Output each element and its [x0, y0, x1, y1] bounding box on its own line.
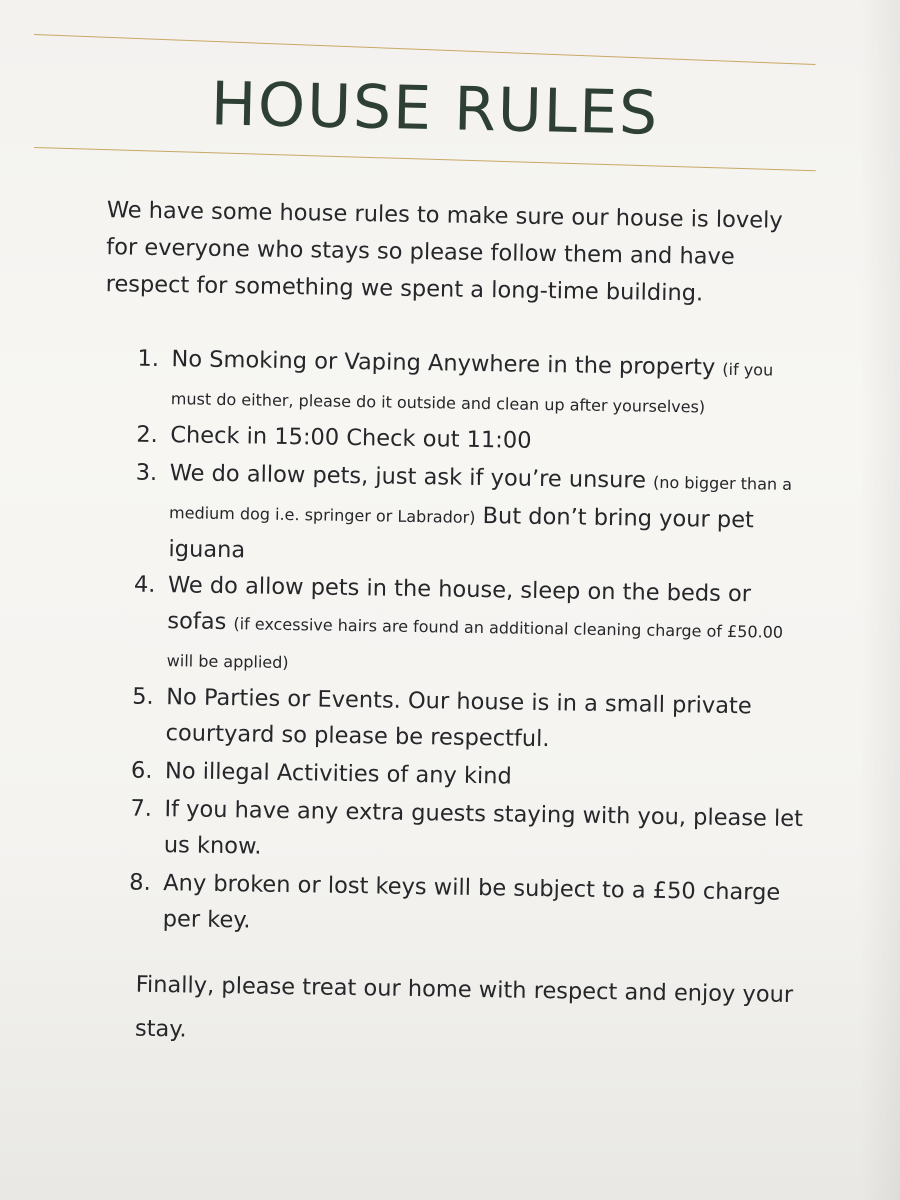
rule-main: We do allow pets in the house, sleep on the beds or sofas: [167, 572, 752, 636]
rule-main: Any broken or lost keys will be subject to a £50 charge per key.: [162, 870, 781, 934]
rule-main: No Parties or Events. Our house is in a small private courtyard so please be respectful.: [165, 684, 752, 753]
rule-note: (no bigger than a medium dog i.e. springer or Labrador): [168, 472, 793, 527]
closing-paragraph: Finally, please treat our home with respect and enjoy your stay.: [134, 971, 794, 1043]
rule-text: [171, 341, 818, 427]
rule-note: (if you must do either, please do it outside and clean up after yourselves): [170, 359, 774, 417]
rule-item: [131, 679, 812, 764]
rule-number: 4.: [133, 571, 156, 598]
rule-text: [166, 567, 814, 689]
rule-item: [128, 865, 809, 950]
rule-number: 2.: [136, 421, 158, 448]
rule-main: Check in 15:00 Check out 11:00: [170, 422, 532, 454]
rule-number: 8.: [129, 869, 151, 896]
rule-number: 7.: [130, 795, 153, 822]
rules-list: [128, 341, 817, 950]
rule-main: No Smoking or Vaping Anywhere in the property: [171, 346, 723, 381]
rule-item: [134, 455, 816, 578]
rule-number: 3.: [135, 459, 158, 486]
rule-item: [137, 341, 818, 428]
page-title: HOUSE RULES: [210, 69, 660, 149]
rule-main: We do allow pets, just ask if you’re unsure: [169, 460, 654, 494]
rule-item: [130, 791, 811, 876]
rule-text: [168, 455, 816, 577]
rule-number: 1.: [137, 345, 160, 372]
rule-item: [132, 567, 814, 690]
rule-main: If you have any extra guests staying with you, please let us know.: [163, 796, 804, 860]
rule-text: [165, 679, 812, 763]
rule-text: [164, 791, 811, 875]
rule-after: But don’t bring your pet iguana: [168, 502, 755, 564]
rule-main: No illegal Activities of any kind: [164, 758, 512, 790]
rule-number: 5.: [132, 683, 154, 710]
rule-number: 6.: [130, 757, 153, 784]
intro-paragraph: We have some house rules to make sure our house is lovely for everyone who stays so please follow them and have respect for something we spent a long-time building.: [105, 197, 783, 307]
rule-text: [162, 865, 809, 949]
rule-note: (if excessive hairs are found an additional cleaning charge of £50.00 will be applied): [166, 614, 784, 673]
